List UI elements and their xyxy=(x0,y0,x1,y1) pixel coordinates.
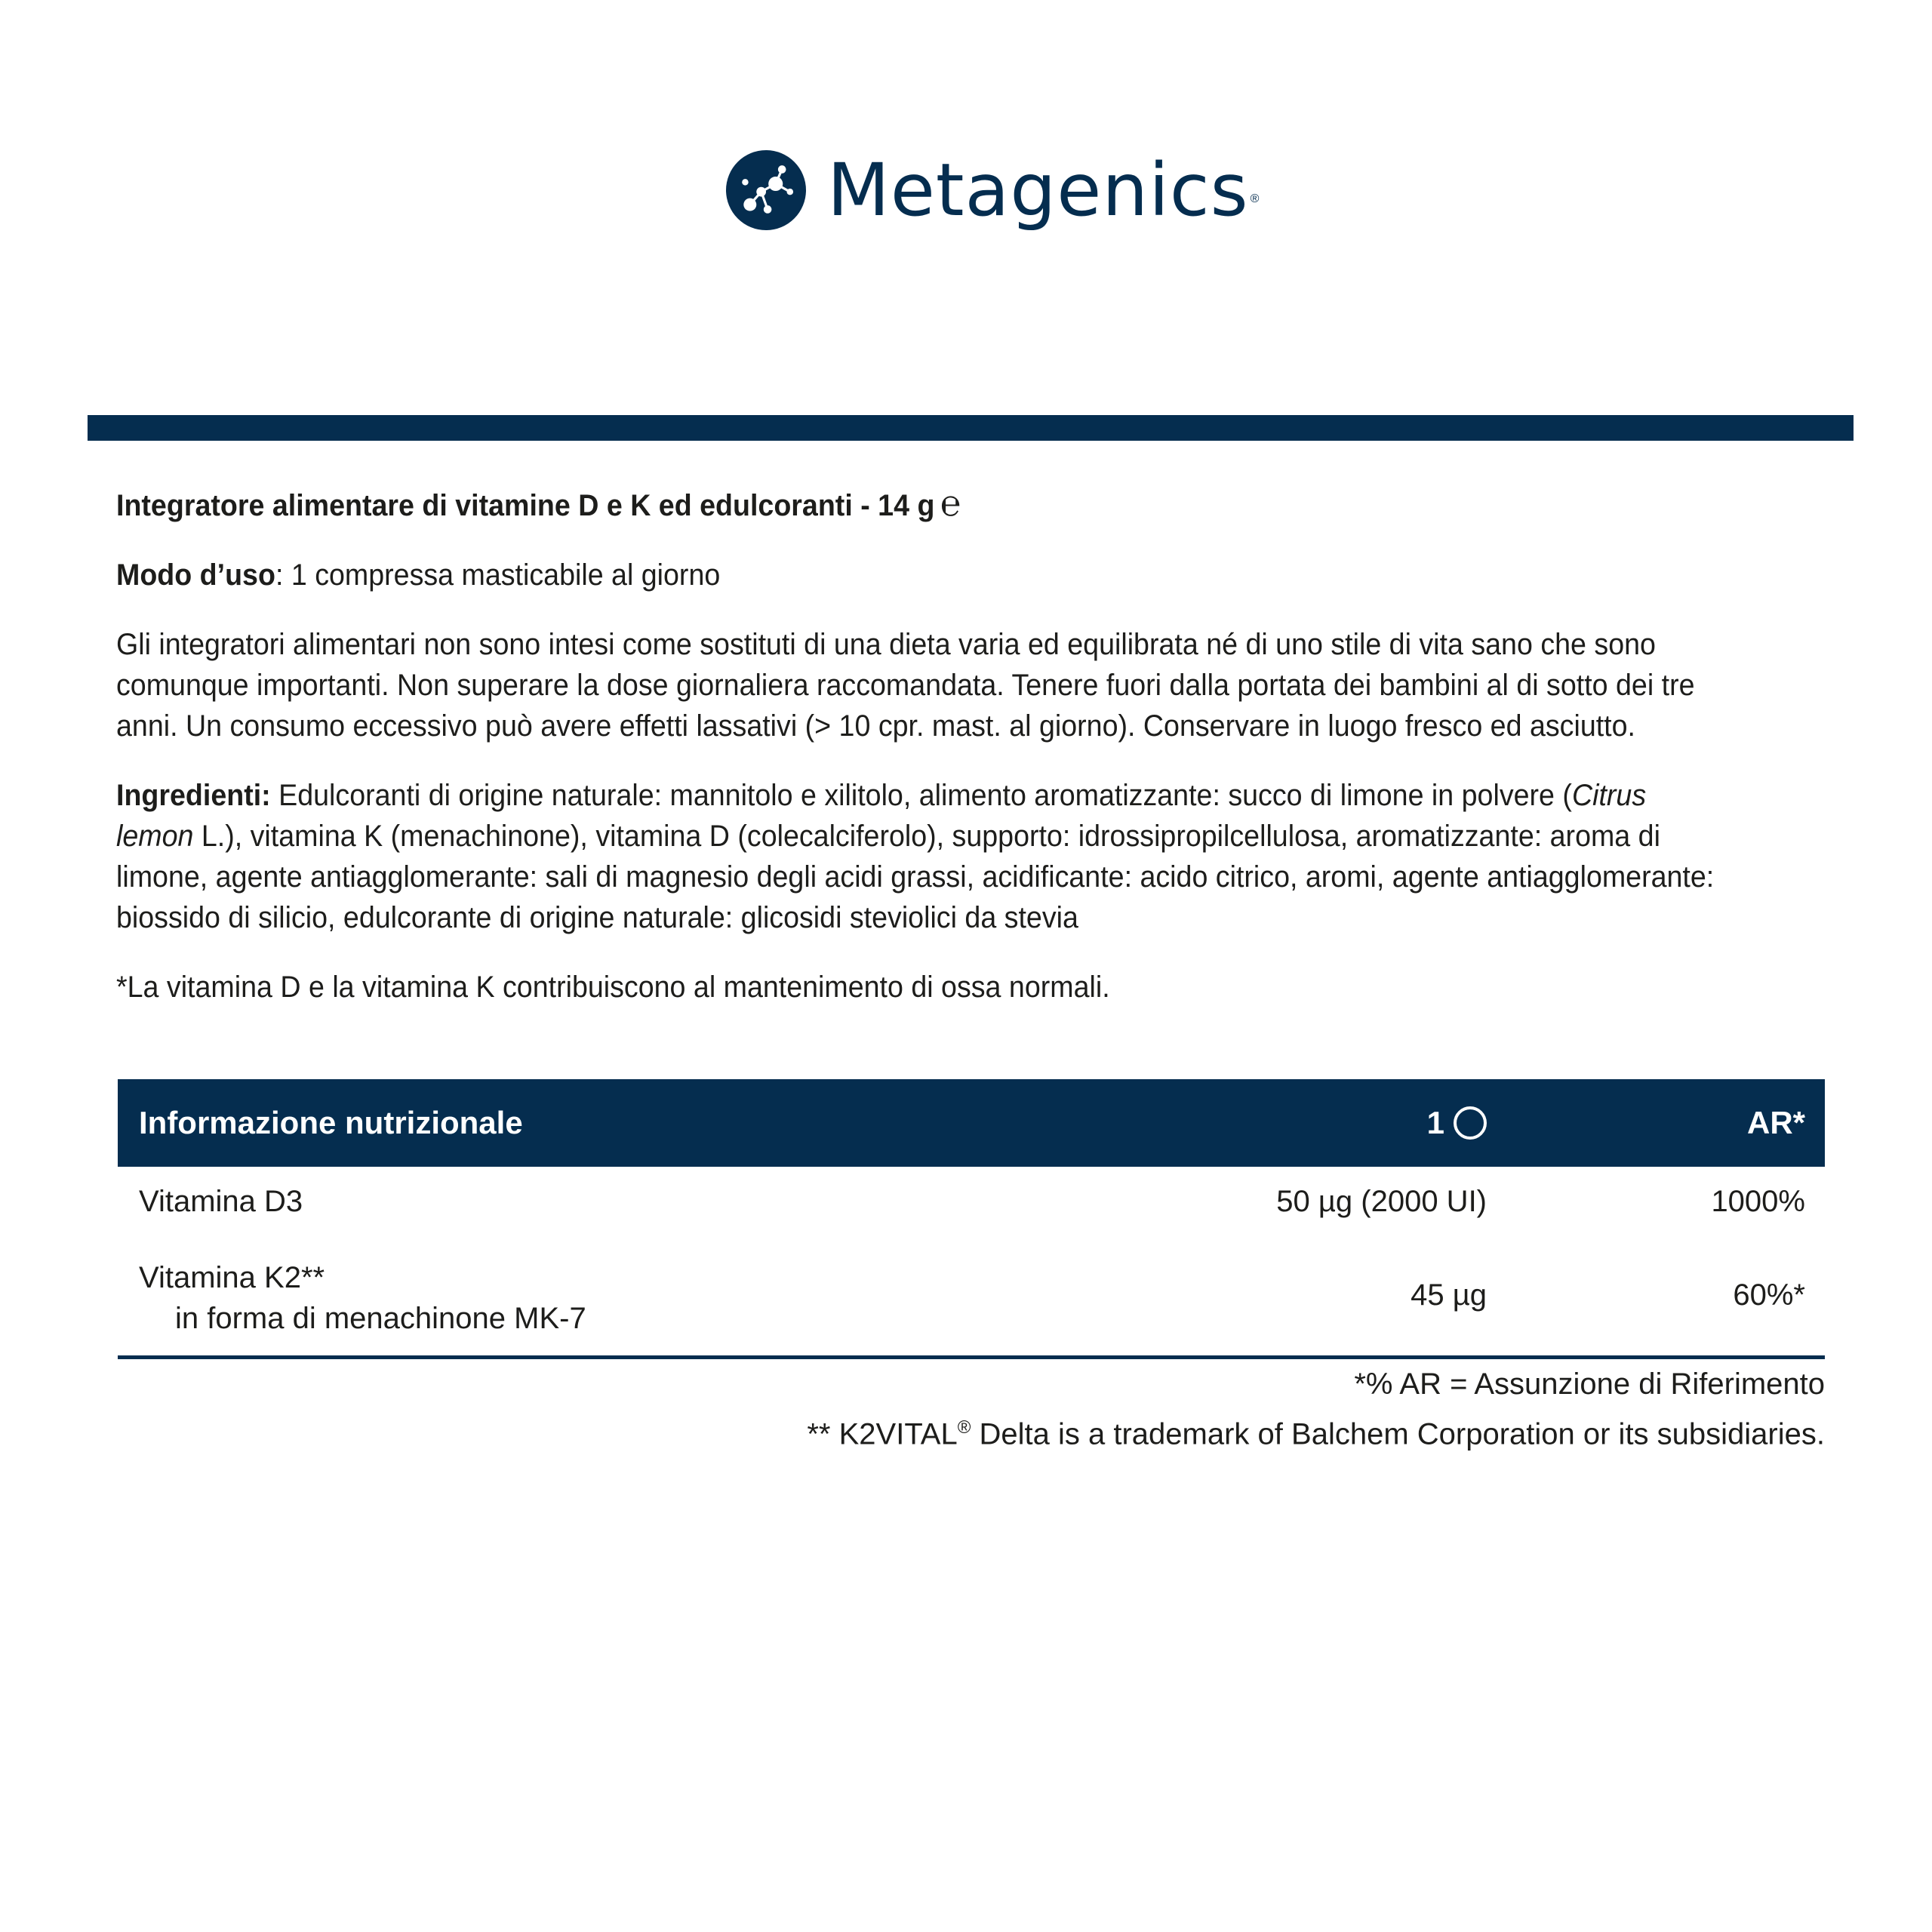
nutrient-name-cell xyxy=(139,1257,586,1339)
brand-name: Metagenics xyxy=(827,148,1249,232)
ar-footnote: *% AR = Assunzione di Riferimento xyxy=(1354,1367,1825,1401)
usage-line xyxy=(116,555,1719,595)
ingredients-label: Ingredienti: xyxy=(116,779,271,812)
product-title-line xyxy=(116,483,1719,526)
nutrition-title: Informazione nutrizionale xyxy=(139,1105,523,1140)
table-row xyxy=(118,1167,1825,1242)
header-divider-bar xyxy=(88,415,1854,441)
brand-header xyxy=(726,145,1259,235)
ar-header: AR* xyxy=(1746,1105,1805,1140)
tablet-icon xyxy=(1454,1106,1487,1140)
trademark-registered: ® xyxy=(957,1417,971,1438)
ingredients-text-1: Edulcoranti di origine naturale: mannitolo e xilitolo, alimento aromatizzante: succo di limone in polvere ( xyxy=(270,779,1572,812)
trademark-post: Delta is a trademark of Balchem Corporation or its subsidiaries. xyxy=(971,1417,1825,1451)
product-info xyxy=(116,483,1719,1036)
ingredients-italic: Citrus lemon xyxy=(116,779,1647,853)
table-row xyxy=(118,1242,1825,1359)
dose-count: 1 xyxy=(1426,1105,1444,1140)
footnotes xyxy=(807,1362,1825,1456)
product-title: Integratore alimentare di vitamine D e K ed edulcoranti - 14 g xyxy=(116,489,935,522)
nutrition-table xyxy=(118,1079,1825,1359)
ingredients-text-2: L.), vitamina K (menachinone), vitamina D (colecalciferolo), supporto: idrossipropilcellulosa, aromatizzante: aroma di limone, agente antiagglomerante: sali di magnesio degli acidi grassi, acidificante: acido citrico, aromi, agente antiagglomerante: biossido di silicio, edulcorante di origine naturale: glicosidi steviolici da stevia xyxy=(116,820,1715,934)
usage-label: Modo d’uso xyxy=(116,558,275,592)
warnings-text: Gli integratori alimentari non sono intesi come sostituti di una dieta varia ed equilibrata né di uno stile di vita sano che sono comunque importanti. Non superare la dose giornaliera raccomandata. Tenere fuori dalla portata dei bambini al di sotto dei tre anni. Un consumo eccessivo può avere effetti lassativi (> 10 cpr. mast. al giorno). Conservare in luogo fresco ed asciutto. xyxy=(116,628,1695,743)
trademark-footnote xyxy=(807,1406,1825,1456)
nutrient-amount: 50 µg (2000 UI) xyxy=(1276,1185,1487,1218)
nutrient-amount: 45 µg xyxy=(1411,1278,1487,1312)
dose-header xyxy=(1427,1079,1487,1167)
nutrition-table-header xyxy=(118,1079,1825,1167)
health-claim: *La vitamina D e la vitamina K contribuiscono al mantenimento di ossa normali. xyxy=(116,971,1110,1004)
usage-text: : 1 compressa masticabile al giorno xyxy=(275,558,721,592)
trademark-pre: ** K2VITAL xyxy=(807,1417,958,1451)
nutrient-name: Vitamina D3 xyxy=(139,1185,303,1218)
nutrient-subname: in forma di menachinone MK-7 xyxy=(175,1302,586,1335)
nutrient-ar: 1000% xyxy=(1711,1185,1805,1218)
molecule-globe-icon xyxy=(726,150,806,230)
ingredients-line xyxy=(116,775,1719,938)
registered-mark: ® xyxy=(1250,192,1260,205)
nutrient-name: Vitamina K2** xyxy=(139,1261,325,1294)
nutrient-ar: 60%* xyxy=(1733,1278,1805,1312)
estimated-sign-icon: ℮ xyxy=(940,482,961,525)
